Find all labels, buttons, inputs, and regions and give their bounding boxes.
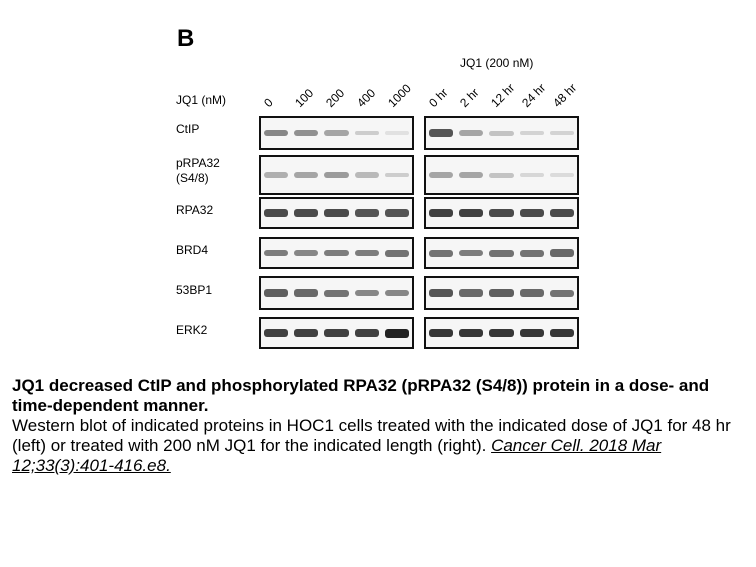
- blot-band: [324, 290, 348, 297]
- blot-band: [355, 329, 379, 337]
- blot-band: [550, 131, 574, 136]
- blot-band: [520, 329, 544, 338]
- panel-letter: B: [177, 25, 195, 52]
- blot-band: [264, 130, 288, 137]
- right-lane-label: 24 hr: [518, 80, 548, 110]
- protein-label: BRD4: [176, 243, 209, 257]
- blot-band: [294, 289, 318, 296]
- blot-band: [489, 329, 513, 338]
- blot-band: [324, 329, 348, 337]
- blot-band: [429, 289, 453, 297]
- blot-band: [264, 172, 288, 178]
- blot-band: [489, 131, 513, 136]
- caption-body: Western blot of indicated proteins in HOC1 cells treated with the indicated dose of JQ1 for 48 hr (left) or treated with 200 nM JQ1 for the indicated length (right).: [12, 416, 731, 455]
- caption-title: JQ1 decreased CtIP and phosphorylated RPA32 (pRPA32 (S4/8)) protein in a dose- and time-dependent manner.: [12, 376, 710, 415]
- blot-band: [324, 172, 348, 178]
- blot-band: [429, 129, 453, 137]
- blot-band: [355, 250, 379, 257]
- right-blot-strip: [424, 317, 579, 349]
- citation-link[interactable]: Cancer Cell. 2018 Mar 12;33(3):401-416.e8.: [12, 436, 662, 475]
- blot-band: [489, 209, 513, 217]
- right-blot-strip: [424, 237, 579, 269]
- blot-band: [264, 209, 288, 217]
- protein-label: 53BP1: [176, 283, 213, 297]
- blot-band: [385, 209, 409, 217]
- blot-band: [294, 329, 318, 337]
- blot-band: [520, 289, 544, 296]
- blot-band: [489, 289, 513, 297]
- left-blot-strip: [259, 237, 414, 269]
- blot-band: [294, 130, 318, 136]
- blot-band: [520, 131, 544, 136]
- right-blot-strip: [424, 155, 579, 195]
- blot-band: [324, 250, 348, 257]
- blot-band: [355, 209, 379, 217]
- protein-label: RPA32: [176, 203, 214, 217]
- caption-body-wrap: [12, 416, 747, 476]
- left-blot-strip: [259, 116, 414, 150]
- blot-band: [385, 131, 409, 135]
- right-lane-label: 0 hr: [425, 85, 451, 110]
- right-blot-strip: [424, 116, 579, 150]
- left-lane-label: 0: [260, 95, 276, 110]
- blot-band: [385, 329, 409, 338]
- blot-band: [550, 249, 574, 256]
- left-blot-strip: [259, 317, 414, 349]
- protein-label: CtIP: [176, 122, 200, 136]
- right-blot-strip: [424, 197, 579, 229]
- blot-band: [385, 250, 409, 257]
- blot-band: [429, 250, 453, 257]
- blot-band: [520, 250, 544, 257]
- right-lane-label: 12 hr: [487, 80, 517, 110]
- blot-band: [429, 172, 453, 178]
- blot-band: [459, 289, 483, 296]
- left-lane-label: 400: [353, 85, 378, 110]
- blot-band: [324, 209, 348, 217]
- blot-band: [264, 250, 288, 257]
- blot-band: [459, 130, 483, 136]
- blot-band: [385, 290, 409, 297]
- right-lane-label: 48 hr: [549, 80, 579, 110]
- left-blot-strip: [259, 197, 414, 229]
- blot-band: [355, 172, 379, 177]
- blot-band: [459, 172, 483, 178]
- blot-band: [429, 329, 453, 338]
- blot-band: [520, 209, 544, 217]
- blot-band: [294, 172, 318, 178]
- left-lane-label: 100: [291, 85, 316, 110]
- blot-band: [489, 173, 513, 178]
- blot-band: [489, 250, 513, 257]
- blot-band: [459, 329, 483, 338]
- left-lane-label: 1000: [384, 81, 414, 110]
- blot-band: [264, 329, 288, 337]
- blot-band: [459, 250, 483, 257]
- right-lane-label: 2 hr: [456, 85, 482, 110]
- blot-band: [355, 290, 379, 297]
- blot-band: [264, 289, 288, 297]
- blot-band: [294, 250, 318, 257]
- left-lane-label: 200: [322, 85, 347, 110]
- blot-band: [550, 290, 574, 297]
- blot-band: [294, 209, 318, 217]
- blot-band: [550, 173, 574, 177]
- figure-caption: [12, 376, 747, 476]
- left-blot-strip: [259, 276, 414, 310]
- protein-label: ERK2: [176, 323, 208, 337]
- blot-band: [520, 173, 544, 178]
- blot-band: [324, 130, 348, 136]
- protein-label: pRPA32 (S4/8): [176, 156, 220, 185]
- blot-band: [385, 173, 409, 178]
- left-blot-strip: [259, 155, 414, 195]
- blot-band: [459, 209, 483, 217]
- blot-band: [550, 329, 574, 338]
- dose-axis-label: JQ1 (nM): [176, 93, 227, 107]
- blot-band: [429, 209, 453, 217]
- blot-band: [355, 131, 379, 136]
- time-course-group-label: JQ1 (200 nM): [460, 56, 534, 70]
- blot-band: [550, 209, 574, 217]
- right-blot-strip: [424, 276, 579, 310]
